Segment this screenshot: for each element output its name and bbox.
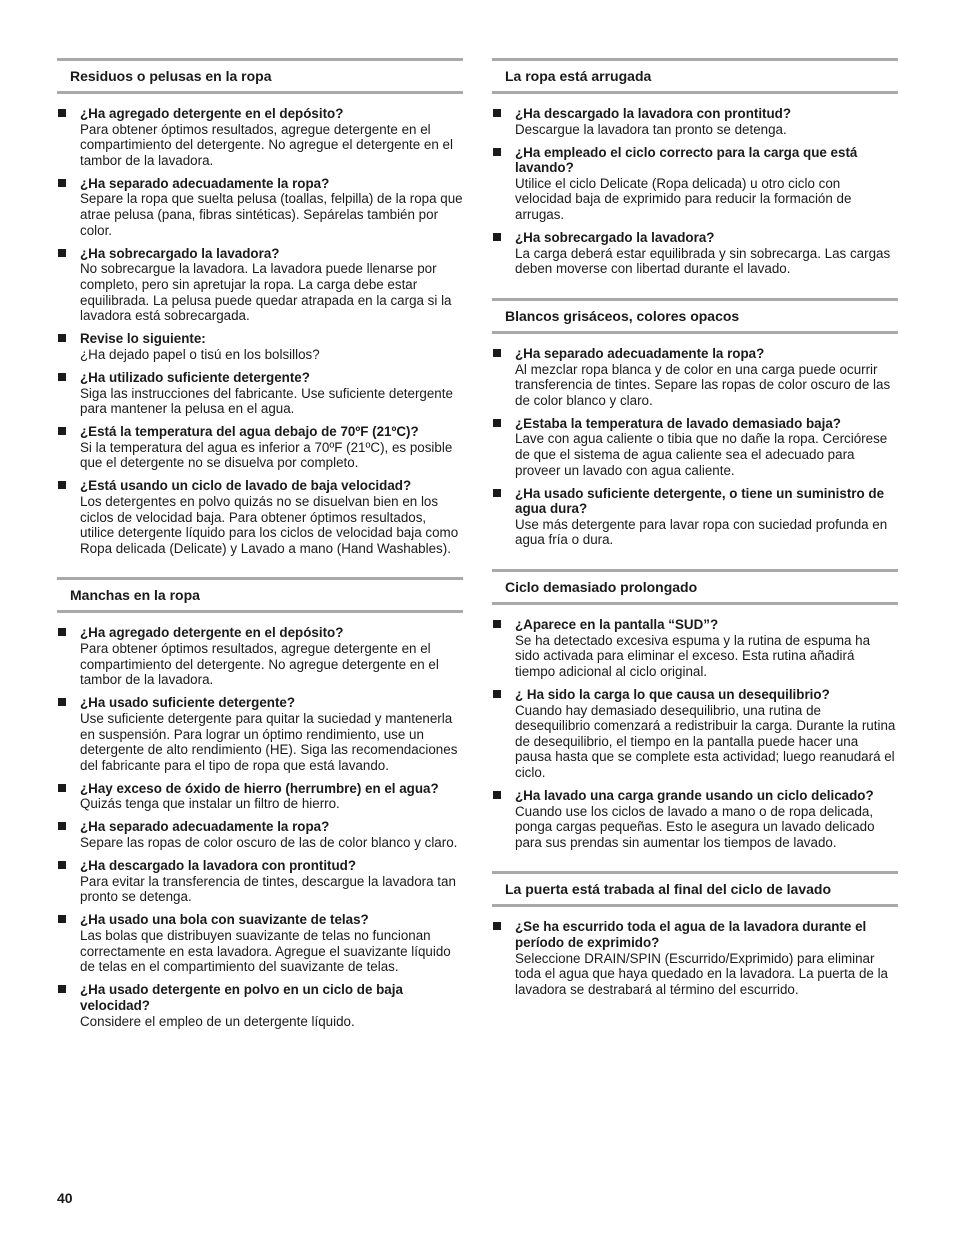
section-long-cycle bbox=[492, 569, 898, 850]
list-item bbox=[57, 858, 463, 905]
answer: Para obtener óptimos resultados, agregue detergente en el compartimiento del detergente. No agregue el detergente en el tambor de la lavadora. bbox=[80, 121, 453, 168]
answer: Use más detergente para lavar ropa con suciedad profunda en agua fría o dura. bbox=[515, 516, 888, 548]
list-item bbox=[492, 230, 898, 277]
square-bullet-icon bbox=[493, 233, 501, 241]
section-heading: Manchas en la ropa bbox=[57, 577, 463, 613]
question: ¿Ha separado adecuadamente la ropa? bbox=[80, 819, 330, 835]
answer: Se ha detectado excesiva espuma y la rutina de espuma ha sido activada para eliminar el exceso. Esta rutina añadirá tiempo adicional al ciclo original. bbox=[515, 632, 871, 679]
section-heading: Blancos grisáceos, colores opacos bbox=[492, 298, 898, 334]
square-bullet-icon bbox=[58, 628, 66, 636]
section-heading: La puerta está trabada al final del ciclo de lavado bbox=[492, 871, 898, 907]
section-door-locked bbox=[492, 871, 898, 997]
question: ¿Ha lavado una carga grande usando un ciclo delicado? bbox=[515, 788, 874, 803]
question: ¿Ha utilizado suficiente detergente? bbox=[80, 369, 310, 385]
square-bullet-icon bbox=[493, 791, 501, 799]
square-bullet-icon bbox=[493, 620, 501, 628]
list-item bbox=[57, 424, 463, 471]
square-bullet-icon bbox=[58, 334, 66, 342]
question: ¿Está la temperatura del agua debajo de 70ºF (21ºC)? bbox=[80, 424, 419, 440]
question: ¿Ha usado suficiente detergente? bbox=[80, 695, 296, 711]
answer: Para obtener óptimos resultados, agregue detergente en el compartimiento del detergente. No agregue detergente en el tambor de la lavadora. bbox=[80, 641, 439, 688]
square-bullet-icon bbox=[58, 861, 66, 869]
question: ¿Ha usado suficiente detergente, o tiene un suministro de agua dura? bbox=[515, 485, 885, 517]
list-item bbox=[57, 695, 463, 773]
answer: La carga deberá estar equilibrada y sin sobrecarga. Las cargas deben moverse con libertad durante el lavado. bbox=[515, 245, 891, 277]
section-heading: Ciclo demasiado prolongado bbox=[492, 569, 898, 605]
square-bullet-icon bbox=[58, 915, 66, 923]
square-bullet-icon bbox=[58, 985, 66, 993]
question: ¿Ha separado adecuadamente la ropa? bbox=[515, 345, 765, 361]
answer: Siga las instrucciones del fabricante. Use suficiente detergente para mantener la pelusa en el agua. bbox=[80, 385, 453, 417]
answer: Utilice el ciclo Delicate (Ropa delicada) u otro ciclo con velocidad baja de exprimido para reducir la formación de arrugas. bbox=[515, 175, 852, 223]
list-item bbox=[492, 486, 898, 548]
answer: Lave con agua caliente o tibia que no dañe la ropa. Cerciórese de que el sistema de agua caliente sea el adecuado para proveer un lavado con agua caliente. bbox=[515, 431, 888, 478]
square-bullet-icon bbox=[493, 109, 501, 117]
left-column bbox=[57, 58, 463, 1050]
question: ¿Ha empleado el ciclo correcto para la carga que está lavando? bbox=[515, 144, 858, 176]
answer: No sobrecargue la lavadora. La lavadora puede llenarse por completo, pero sin apretujar la ropa. La carga debe estar equilibrada. La pelusa puede quedar atrapada en la carga si la lavadora está sobrecargada. bbox=[80, 261, 452, 324]
answer: Al mezclar ropa blanca y de color en una carga puede ocurrir transferencia de tintes. Separe las ropas de color oscuro de las de color blanco y claro. bbox=[515, 361, 891, 408]
square-bullet-icon bbox=[493, 489, 501, 497]
question: ¿ Ha sido la carga lo que causa un desequilibrio? bbox=[515, 686, 830, 702]
square-bullet-icon bbox=[58, 822, 66, 830]
answer: Las bolas que distribuyen suavizante de telas no funcionan correctamente en esta lavadora. Agregue el suavizante líquido de telas en el compartimiento del suavizante de telas. bbox=[80, 928, 451, 975]
square-bullet-icon bbox=[58, 784, 66, 792]
answer: Use suficiente detergente para quitar la suciedad y mantenerla en suspensión. Para lograr un óptimo rendimiento, use un detergente de alto rendimiento (HE). Siga las recomendaciones del fabricante para el tipo de ropa que está lavando. bbox=[80, 710, 458, 773]
square-bullet-icon bbox=[493, 419, 501, 427]
list-item bbox=[57, 331, 463, 362]
square-bullet-icon bbox=[493, 148, 501, 156]
list-item bbox=[492, 106, 898, 137]
square-bullet-icon bbox=[58, 481, 66, 489]
list-item bbox=[492, 687, 898, 781]
list-item bbox=[57, 982, 463, 1029]
question: ¿Estaba la temperatura de lavado demasiado baja? bbox=[515, 415, 841, 431]
list-item bbox=[57, 176, 463, 238]
list-item bbox=[57, 781, 463, 812]
answer: Seleccione DRAIN/SPIN (Escurrido/Exprimido) para eliminar toda el agua que haya quedado en la lavadora. La puerta de la lavadora se destrabará al término del escurrido. bbox=[515, 950, 889, 997]
list-item bbox=[57, 819, 463, 850]
answer: Separe las ropas de color oscuro de las de color blanco y claro. bbox=[80, 835, 458, 851]
right-column bbox=[492, 58, 898, 1018]
question: ¿Está usando un ciclo de lavado de baja velocidad? bbox=[80, 478, 412, 494]
question: ¿Ha descargado la lavadora con prontitud? bbox=[80, 858, 357, 874]
question: ¿Ha separado adecuadamente la ropa? bbox=[80, 175, 330, 191]
list-item bbox=[57, 478, 463, 556]
list-item bbox=[492, 617, 898, 679]
section-lint-residue bbox=[57, 58, 463, 556]
list-item bbox=[492, 346, 898, 408]
answer: Descargue la lavadora tan pronto se detenga. bbox=[515, 121, 787, 137]
list-item bbox=[492, 145, 898, 223]
section-heading: La ropa está arrugada bbox=[492, 58, 898, 94]
list-item bbox=[492, 416, 898, 478]
list-item bbox=[492, 919, 898, 997]
section-wrinkled bbox=[492, 58, 898, 277]
question: ¿Aparece en la pantalla “SUD”? bbox=[515, 617, 719, 633]
list-item bbox=[57, 625, 463, 687]
question: ¿Ha sobrecargado la lavadora? bbox=[515, 230, 715, 246]
answer: Cuando use los ciclos de lavado a mano o de ropa delicada, ponga cargas pequeñas. Esto le asegura un lavado delicado para sus prendas sin aumentar los tiempos de lavado. bbox=[515, 803, 875, 850]
answer: Quizás tenga que instalar un filtro de hierro. bbox=[80, 796, 340, 812]
list-item bbox=[492, 788, 898, 850]
question: ¿Ha usado detergente en polvo en un ciclo de baja velocidad? bbox=[80, 982, 403, 1013]
section-heading: Residuos o pelusas en la ropa bbox=[57, 58, 463, 94]
square-bullet-icon bbox=[493, 349, 501, 357]
question: ¿Ha agregado detergente en el depósito? bbox=[80, 625, 344, 641]
answer: Considere el empleo de un detergente líquido. bbox=[80, 1013, 355, 1029]
question: ¿Ha descargado la lavadora con prontitud? bbox=[515, 106, 792, 121]
question: ¿Ha usado una bola con suavizante de telas? bbox=[80, 912, 369, 928]
answer: ¿Ha dejado papel o tisú en los bolsillos? bbox=[80, 346, 320, 362]
question: Revise lo siguiente: bbox=[80, 331, 206, 347]
answer: Los detergentes en polvo quizás no se disuelvan bien en los ciclos de velocidad baja. Para obtener óptimos resultados, utilice detergente líquido para los ciclos de velocidad baja como Ropa delicada (Delicate) y Lavado a mano (Hand Washables). bbox=[80, 494, 459, 556]
question: ¿Hay exceso de óxido de hierro (herrumbre) en el agua? bbox=[80, 780, 439, 796]
answer: Si la temperatura del agua es inferior a 70ºF (21ºC), es posible que el detergente no se disuelva por completo. bbox=[80, 439, 453, 471]
page-number: 40 bbox=[57, 1190, 73, 1206]
square-bullet-icon bbox=[58, 698, 66, 706]
question: ¿Ha agregado detergente en el depósito? bbox=[80, 106, 344, 121]
answer: Separe la ropa que suelta pelusa (toallas, felpilla) de la ropa que atrae pelusa (pana, fibras sintéticas). Sepárelas también por color. bbox=[80, 191, 463, 238]
section-grayish-whites bbox=[492, 298, 898, 548]
answer: Para evitar la transferencia de tintes, descargue la lavadora tan pronto se detenga. bbox=[80, 873, 456, 905]
square-bullet-icon bbox=[58, 109, 66, 117]
question: ¿Ha sobrecargado la lavadora? bbox=[80, 245, 280, 261]
square-bullet-icon bbox=[493, 922, 501, 930]
square-bullet-icon bbox=[58, 249, 66, 257]
square-bullet-icon bbox=[58, 179, 66, 187]
square-bullet-icon bbox=[58, 373, 66, 381]
square-bullet-icon bbox=[493, 690, 501, 698]
answer: Cuando hay demasiado desequilibrio, una rutina de desequilibrio comenzará a redistribuir la carga. Durante la rutina de desequilibrio, el tiempo en la pantalla puede hacer una pausa hasta que se complete esta actividad; luego reanudará el ciclo. bbox=[515, 702, 896, 780]
list-item bbox=[57, 370, 463, 417]
section-stains bbox=[57, 577, 463, 1029]
list-item bbox=[57, 246, 463, 324]
question: ¿Se ha escurrido toda el agua de la lavadora durante el período de exprimido? bbox=[515, 919, 867, 950]
list-item bbox=[57, 106, 463, 168]
square-bullet-icon bbox=[58, 427, 66, 435]
list-item bbox=[57, 912, 463, 974]
